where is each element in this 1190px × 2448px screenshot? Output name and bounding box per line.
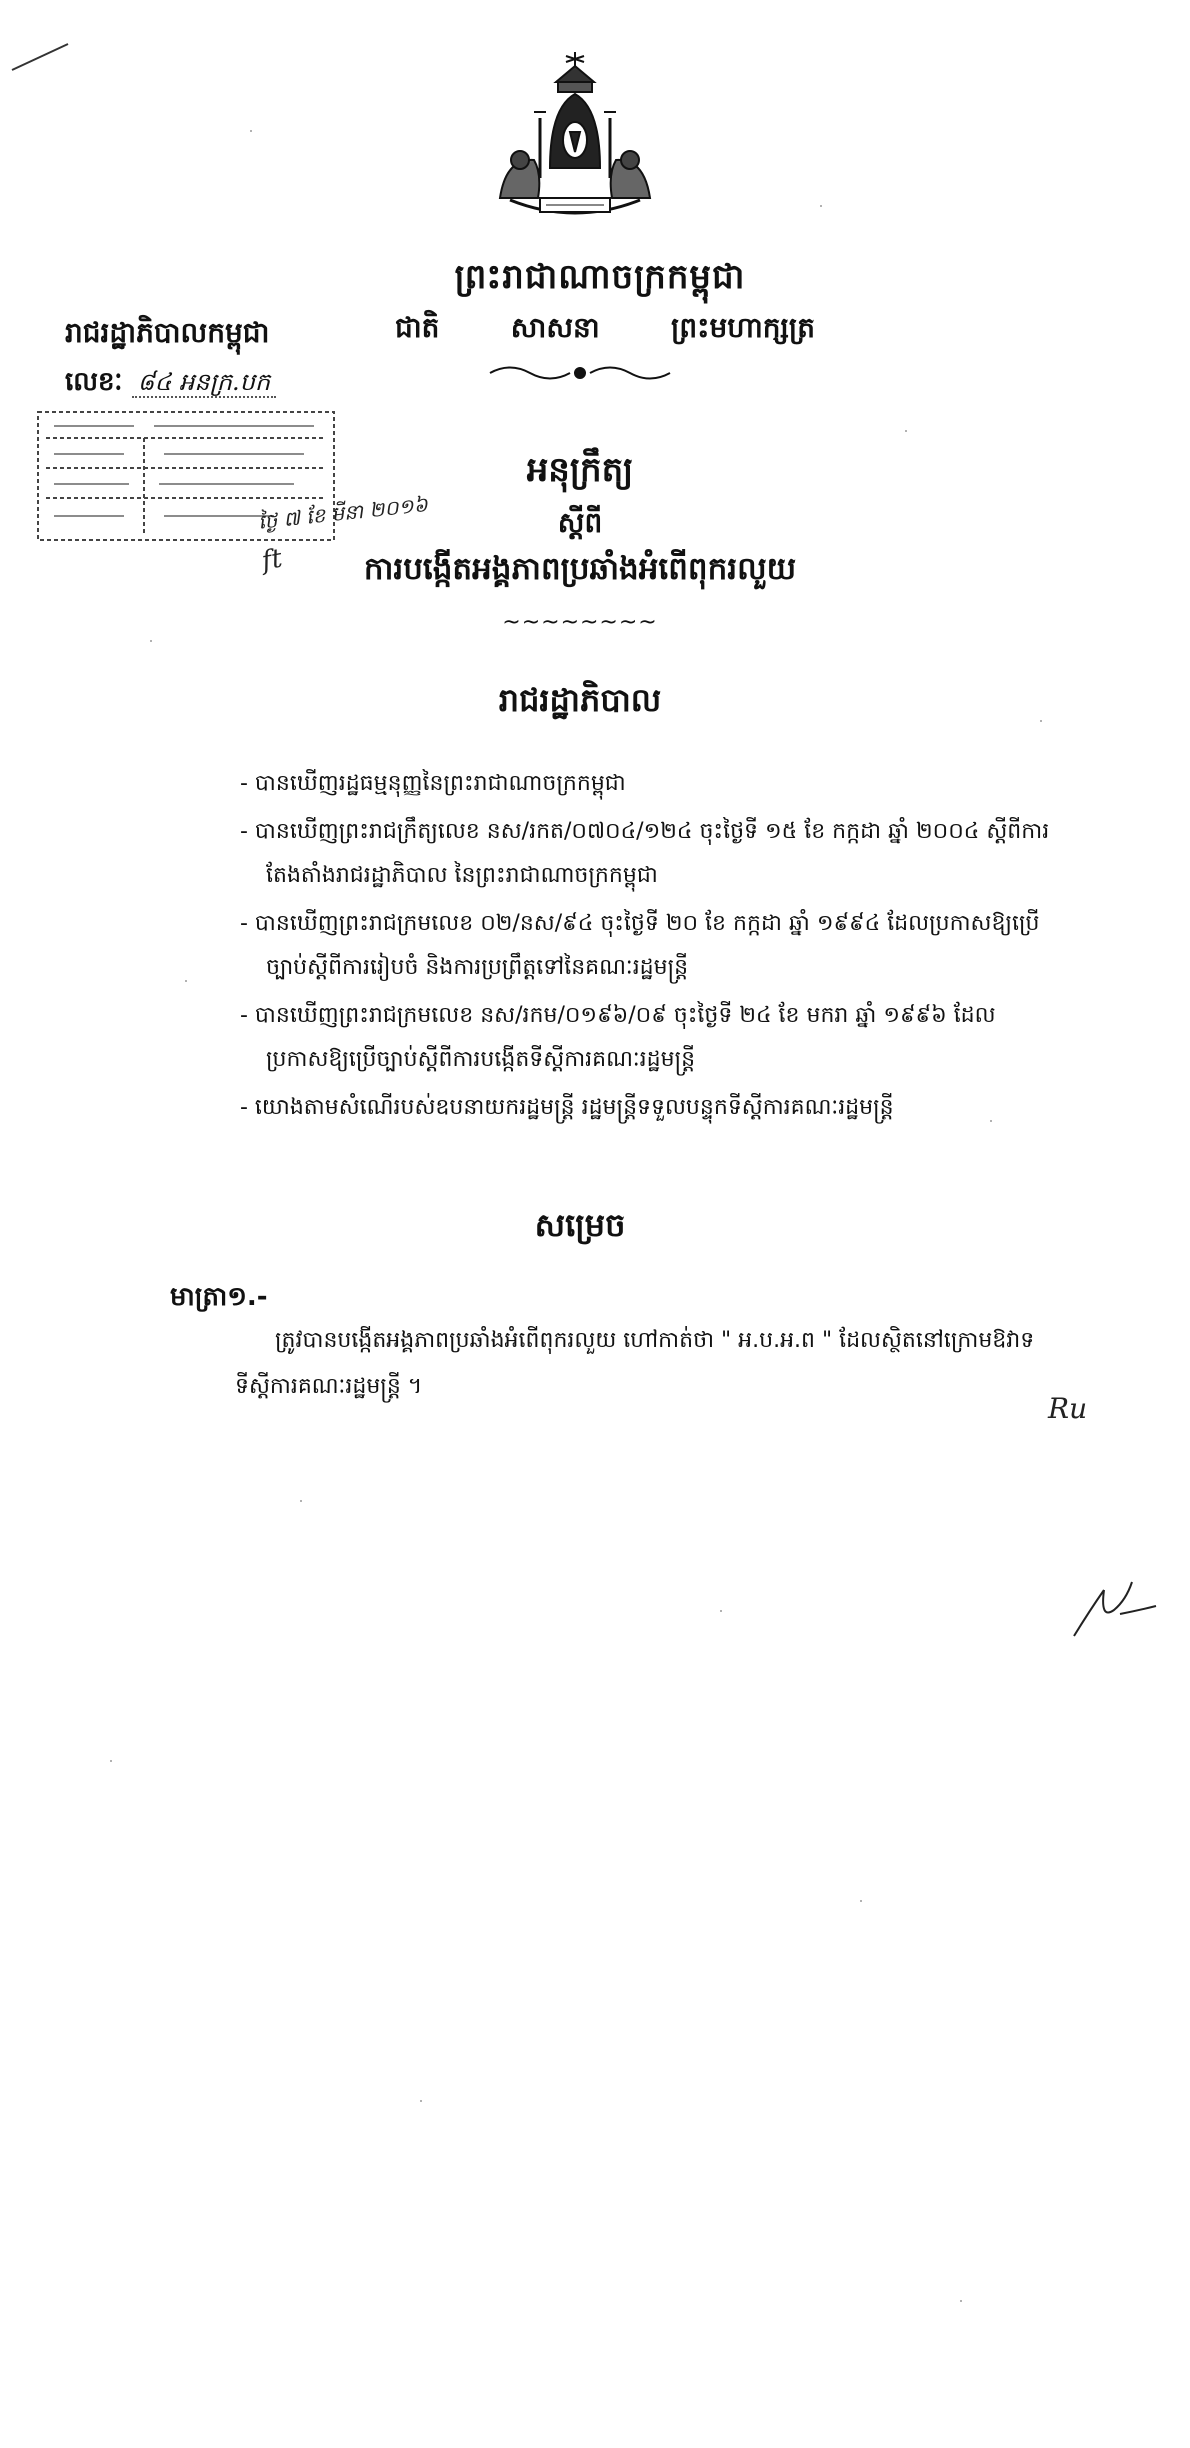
issuing-body: រាជរដ្ឋាភិបាល [498, 681, 662, 719]
recital-item: - បានឃើញព្រះរាជក្រមលេខ ០២/នស/៩៤ ចុះថ្ងៃទី ២០ ខែ កក្កដា ឆ្នាំ ១៩៩៤ ដែលប្រកាសឱ្យប្រើច្បាប់ស្តីពីការរៀបចំ និងការប្រព្រឹត្តទៅនៃគណៈរដ្ឋមន្ត្រី [240, 911, 1040, 980]
recital-item: - បានឃើញព្រះរាជក្រឹត្យលេខ នស/រកត/០៧០៤/១២៤ ចុះថ្ងៃទី ១៥ ខែ កក្កដា ឆ្នាំ ២០០៤ ស្តីពីការតែងតាំងរាជរដ្ឋាភិបាល នៃព្រះរាជាណាចក្រកម្ពុជា [240, 819, 1050, 888]
scan-speck [110, 1760, 112, 1762]
title-separator: ~~~~~~~~ [502, 610, 658, 635]
article-1-line-1: ត្រូវបានបង្កើតអង្គភាពប្រឆាំងអំពើពុករលួយ ហៅកាត់ថា " អ.ប.អ.ព " ដែលស្ថិតនៅក្រោមឱវាទ [275, 1328, 1035, 1353]
about-label: ស្តីពី [557, 506, 603, 539]
scan-speck [820, 205, 822, 207]
recital-item: - បានឃើញព្រះរាជក្រមលេខ នស/រកម/០១៩៦/០៩ ចុះថ្ងៃទី ២៤ ខែ មករា ឆ្នាំ ១៩៩៦ ដែលប្រកាសឱ្យប្រើច្បាប់ស្តីពីការបង្កើតទីស្តីការគណៈរដ្ឋមន្ត្រី [240, 1003, 996, 1072]
decision-heading: សម្រេច [534, 1206, 626, 1244]
article-1-line-2: ទីស្តីការគណៈរដ្ឋមន្ត្រី ។ [235, 1374, 423, 1399]
handwritten-initials: Ru [1048, 1392, 1088, 1425]
scan-speck [250, 130, 252, 132]
scan-speck [860, 1900, 862, 1902]
handwritten-date-note: ថ្ងៃ ៧ ខែ មីនា ២០១៦ [257, 492, 429, 534]
scan-speck [720, 1610, 722, 1612]
scan-speck [420, 2100, 422, 2102]
motto-religion: សាសនា [510, 311, 600, 344]
recitals-list [240, 762, 1070, 1134]
government-name: រាជរដ្ឋាភិបាលកម្ពុជា [65, 316, 270, 349]
recital-item: - យោងតាមសំណើរបស់ឧបនាយករដ្ឋមន្ត្រី រដ្ឋមន្ត្រីទទួលបន្ទុកទីស្តីការគណៈរដ្ឋមន្ត្រី [240, 1095, 894, 1120]
scan-speck [185, 980, 187, 982]
reference-value: ៨៤ អនក្រ.បក [132, 368, 277, 398]
scan-speck [300, 1500, 302, 1502]
royal-coat-of-arms-emblem [470, 48, 680, 228]
scan-speck [1040, 720, 1042, 722]
document-type: អនុក្រឹត្យ [526, 450, 634, 490]
reference-number [65, 365, 276, 403]
kingdom-title: ព្រះរាជាណាចក្រកម្ពុជា [454, 257, 746, 297]
motto-nation: ជាតិ [395, 311, 440, 344]
scan-speck [150, 640, 152, 642]
article-1-label: មាត្រា១.- [170, 1282, 268, 1312]
reference-label: លេខៈ [65, 367, 123, 397]
scan-speck [960, 2300, 962, 2302]
recital-item: - បានឃើញរដ្ឋធម្មនុញ្ញនៃព្រះរាជាណាចក្រកម្ពុជា [240, 771, 626, 796]
motto-ornament [480, 360, 680, 386]
motto-king: ព្រះមហាក្សត្រ [671, 311, 815, 344]
national-motto [395, 310, 815, 351]
article-1-text [235, 1318, 1085, 1410]
handwritten-mark: ft [259, 543, 285, 577]
corner-pen-mark [10, 40, 70, 80]
decree-subject: ការបង្កើតអង្គភាពប្រឆាំងអំពើពុករលួយ [363, 551, 797, 587]
handwritten-signature-mark [1070, 1570, 1160, 1640]
scan-speck [905, 430, 907, 432]
